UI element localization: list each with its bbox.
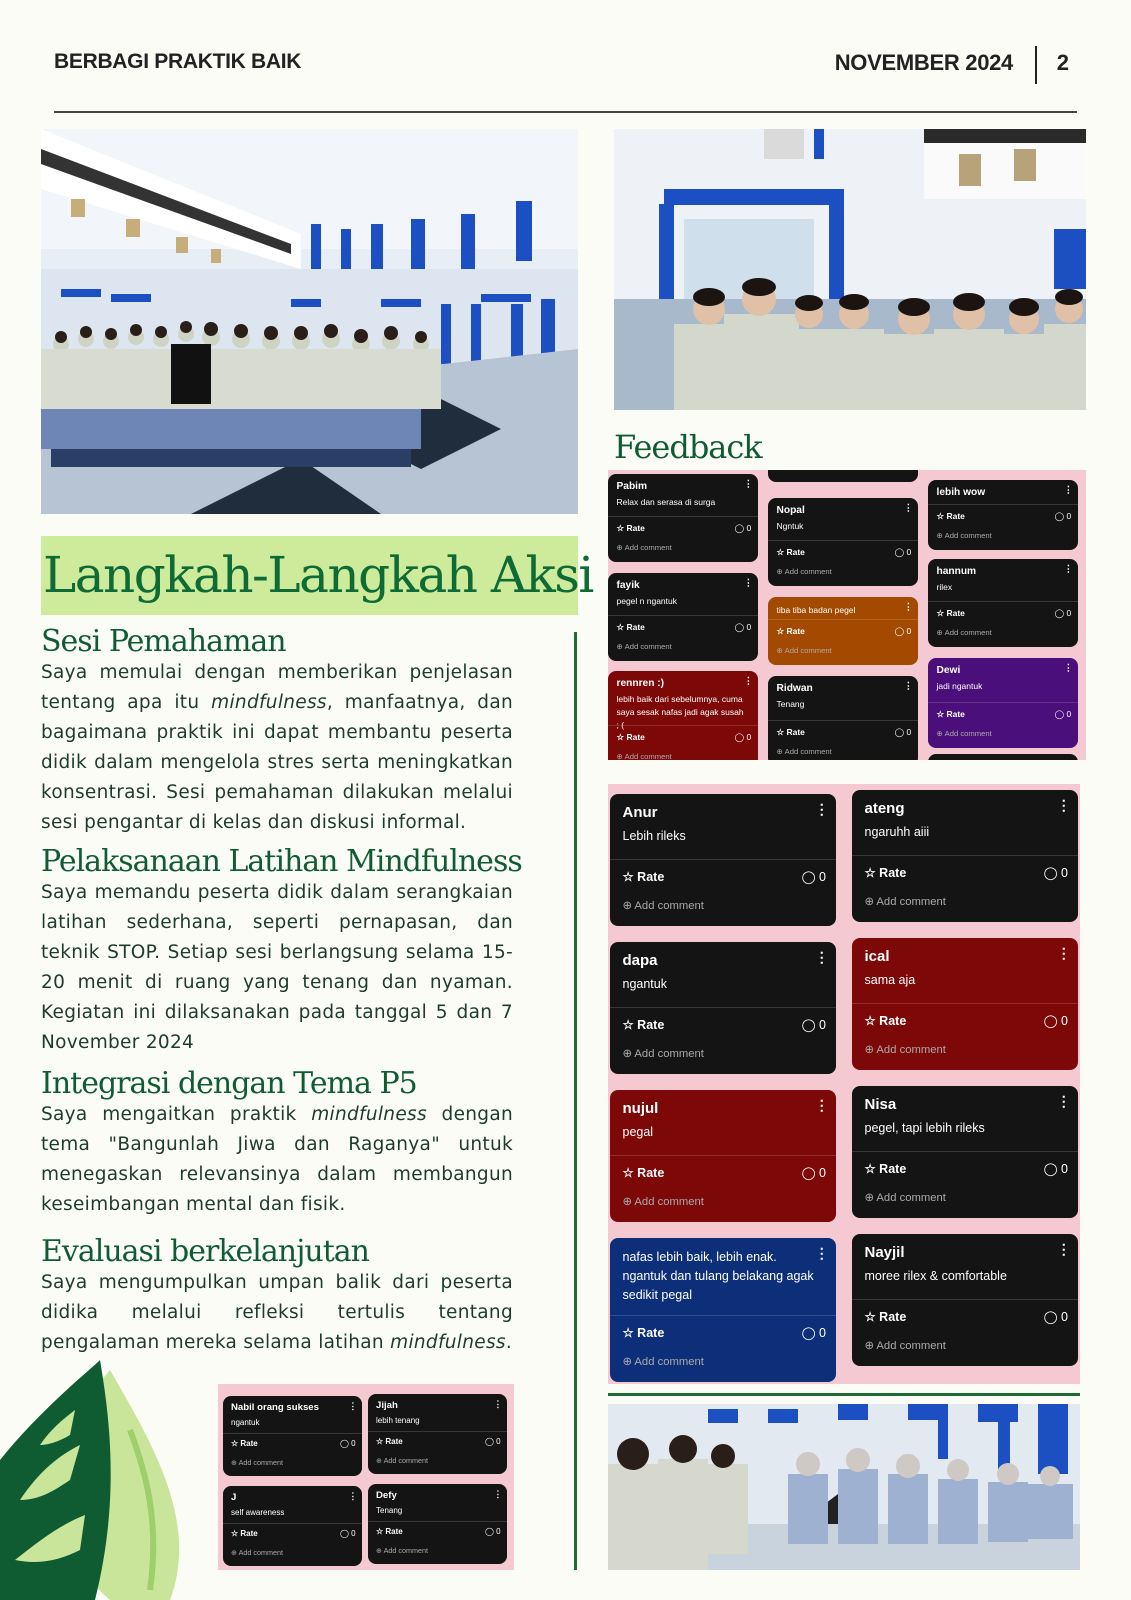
add-comment-button[interactable]: ⊕ Add comment — [622, 1195, 704, 1208]
feedback-card[interactable] — [928, 658, 1078, 748]
card-author: hannum — [936, 565, 977, 577]
rate-button[interactable]: ☆ Rate — [864, 1161, 907, 1176]
add-comment-button[interactable]: ⊕ Add comment — [622, 1355, 704, 1368]
feedback-card[interactable] — [223, 1396, 362, 1476]
card-message: tiba tiba badan pegel — [776, 604, 856, 615]
body-text: dengan tema "Bangunlah Jiwa dan Raganya" untuk menegaskan relevansinya dalam membangun keseimbangan mental dan fisik. — [41, 1104, 513, 1215]
rate-button[interactable]: ☆ Rate — [616, 621, 645, 632]
card-author: lebih wow — [936, 486, 986, 498]
card-divider — [223, 1433, 362, 1434]
card-message: Tenang — [376, 1505, 403, 1515]
comment-count: ◯ 0 — [801, 1017, 826, 1032]
card-divider — [768, 540, 918, 541]
rate-button[interactable]: ☆ Rate — [622, 869, 665, 884]
header-rule — [54, 111, 1077, 113]
add-comment-button[interactable]: ⊕ Add comment — [936, 531, 992, 541]
feedback-card[interactable] — [610, 942, 836, 1074]
card-divider — [852, 1299, 1078, 1300]
add-comment-button[interactable]: ⊕ Add comment — [776, 646, 832, 656]
section-heading-evaluasi: Evaluasi berkelanjutan — [41, 1234, 369, 1269]
add-comment-button[interactable]: ⊕ Add comment — [616, 543, 672, 553]
feedback-card[interactable] — [608, 474, 758, 562]
card-message: pegal — [622, 1124, 654, 1139]
card-message: Tenang — [776, 699, 805, 710]
section-heading-sesi-pemahaman: Sesi Pemahaman — [41, 624, 286, 659]
more-options-icon[interactable]: ⋮ — [903, 503, 913, 514]
rate-button[interactable]: ☆ Rate — [864, 1309, 907, 1324]
more-options-icon[interactable]: ⋮ — [814, 949, 829, 965]
comment-count: ◯ 0 — [734, 522, 752, 533]
header-title: BERBAGI PRAKTIK BAIK — [54, 50, 302, 73]
card-divider — [610, 859, 836, 860]
comment-count: ◯ 0 — [1043, 1161, 1068, 1176]
comment-count: ◯ 0 — [801, 1165, 826, 1180]
body-text: , manfaatnya, dan bagaimana praktik ini dapat membantu peserta didik dalam mengelola stres serta meningkatkan konsentrasi. Sesi pemahaman dilakukan melalui sesi pengantar di kelas dan diskusi informal. — [41, 692, 513, 833]
header-date: NOVEMBER 2024 — [834, 50, 1013, 75]
rate-button[interactable]: ☆ Rate — [622, 1325, 665, 1340]
section-body-evaluasi — [41, 1268, 513, 1358]
card-divider — [928, 702, 1078, 703]
card-message: pegel n ngantuk — [616, 596, 677, 607]
card-divider — [768, 619, 918, 620]
card-author: Nisa — [864, 1096, 897, 1113]
more-options-icon[interactable]: ⋮ — [1056, 945, 1071, 961]
section-heading-integrasi: Integrasi dengan Tema P5 — [41, 1066, 417, 1101]
card-divider — [768, 720, 918, 721]
card-divider — [852, 1151, 1078, 1152]
section-body-integrasi — [41, 1100, 513, 1220]
card-message: rilex — [936, 582, 953, 593]
card-divider — [852, 1003, 1078, 1004]
card-divider — [368, 1521, 507, 1522]
feedback-card[interactable] — [852, 938, 1078, 1070]
card-divider — [928, 601, 1078, 602]
comment-count: ◯ 0 — [801, 869, 826, 884]
more-options-icon[interactable]: ⋮ — [493, 1398, 503, 1409]
feedback-card[interactable] — [610, 1238, 836, 1382]
comment-count: ◯ 0 — [894, 726, 912, 737]
feedback-card[interactable] — [610, 794, 836, 926]
page-header — [54, 46, 1077, 82]
card-fragment — [768, 470, 918, 482]
comment-count: ◯ 0 — [1054, 708, 1072, 719]
card-message: Relax dan serasa di surga — [616, 497, 716, 508]
card-message: ngantuk — [231, 1417, 260, 1427]
rate-button[interactable]: ☆ Rate — [936, 510, 965, 521]
feedback-board-large — [608, 784, 1080, 1384]
add-comment-button[interactable]: ⊕ Add comment — [622, 1047, 704, 1060]
card-divider — [608, 725, 758, 726]
card-author: Nopal — [776, 504, 805, 516]
photo-students-hall-bottom — [608, 1404, 1080, 1570]
more-options-icon[interactable]: ⋮ — [903, 681, 913, 692]
add-comment-button[interactable]: ⊕ Add comment — [376, 1546, 428, 1556]
comment-count: ◯ 0 — [1054, 510, 1072, 521]
section-heading-pelaksanaan: Pelaksanaan Latihan Mindfulness — [41, 844, 522, 879]
more-options-icon[interactable]: ⋮ — [1056, 797, 1071, 813]
body-emphasis: mindfulness — [211, 692, 327, 713]
comment-count: ◯ 0 — [484, 1527, 501, 1537]
photo-students-closeup — [614, 129, 1086, 410]
card-divider — [368, 1431, 507, 1432]
card-fragment — [928, 754, 1078, 760]
card-author: dapa — [622, 952, 658, 969]
comment-count: ◯ 0 — [894, 546, 912, 557]
main-title-band — [41, 536, 593, 615]
card-message: jadi ngantuk — [936, 681, 983, 692]
comment-count: ◯ 0 — [1043, 865, 1068, 880]
card-message: lebih tenang — [376, 1415, 420, 1425]
feedback-card[interactable] — [610, 1090, 836, 1222]
card-divider — [610, 1155, 836, 1156]
comment-count: ◯ 0 — [734, 621, 752, 632]
rate-button[interactable]: ☆ Rate — [776, 546, 805, 557]
feedback-card[interactable] — [852, 790, 1078, 922]
comment-count: ◯ 0 — [1054, 607, 1072, 618]
card-message: pegel, tapi lebih rileks — [864, 1120, 985, 1135]
comment-count: ◯ 0 — [894, 625, 912, 636]
feedback-card[interactable] — [852, 1086, 1078, 1218]
feedback-board-small — [608, 470, 1086, 760]
more-options-icon[interactable]: ⋮ — [903, 602, 913, 613]
feedback-card[interactable] — [768, 676, 918, 760]
rate-button[interactable]: ☆ Rate — [622, 1165, 665, 1180]
feedback-card[interactable] — [928, 480, 1078, 550]
card-author: nujul — [622, 1100, 659, 1117]
rate-button[interactable]: ☆ Rate — [376, 1437, 403, 1447]
card-author: Defy — [376, 1490, 397, 1502]
card-divider — [608, 615, 758, 616]
rate-button[interactable]: ☆ Rate — [864, 1013, 907, 1028]
feedback-heading: Feedback — [614, 428, 762, 466]
add-comment-button[interactable]: ⊕ Add comment — [864, 1191, 946, 1204]
more-options-icon[interactable]: ⋮ — [348, 1400, 358, 1411]
card-author: Pabim — [616, 480, 648, 492]
more-options-icon[interactable]: ⋮ — [814, 1245, 829, 1261]
more-options-icon[interactable]: ⋮ — [814, 801, 829, 817]
more-options-icon[interactable]: ⋮ — [814, 1097, 829, 1113]
card-message: Ngntuk — [776, 521, 804, 532]
add-comment-button[interactable]: ⊕ Add comment — [231, 1548, 283, 1558]
card-message: self awareness — [231, 1507, 285, 1517]
rate-button[interactable]: ☆ Rate — [376, 1527, 403, 1537]
card-author: Ridwan — [776, 682, 813, 694]
rate-button[interactable]: ☆ Rate — [776, 625, 805, 636]
page-number: 2 — [1056, 50, 1069, 75]
card-message: ngantuk — [622, 976, 667, 991]
card-message: lebih baik dari sebelumnya, cuma saya sesak nafas jadi agak susah ; ( — [616, 694, 744, 730]
card-author: Nayjil — [864, 1244, 905, 1261]
feedback-card[interactable] — [223, 1486, 362, 1566]
more-options-icon[interactable]: ⋮ — [743, 676, 753, 687]
body-emphasis: mindfulness — [390, 1332, 506, 1353]
feedback-card[interactable] — [608, 573, 758, 661]
section-body-sesi-pemahaman — [41, 658, 513, 838]
add-comment-button[interactable]: ⊕ Add comment — [864, 895, 946, 908]
add-comment-button[interactable]: ⊕ Add comment — [376, 1456, 428, 1466]
card-divider — [928, 504, 1078, 505]
feedback-board-bottom — [218, 1384, 514, 1570]
card-message: moree rilex & comfortable — [864, 1268, 1007, 1283]
section-body-pelaksanaan — [41, 878, 513, 1058]
card-message: ngaruhh aiii — [864, 824, 930, 839]
feedback-card[interactable] — [368, 1394, 507, 1474]
card-author: Anur — [622, 804, 658, 821]
column-divider — [574, 632, 577, 1570]
body-text: Saya memandu peserta didik dalam serangkaian latihan sederhana, seperti pernapasan, dan teknik STOP. Setiap sesi berlangsung selama 15-20 menit di ruang yang tenang dan nyaman. Kegiatan ini dilaksanakan pada tanggal 5 dan 7 November 2024 — [41, 882, 513, 1053]
comment-count: ◯ 0 — [484, 1437, 501, 1447]
card-author: ical — [864, 948, 890, 965]
body-text: Saya memulai dengan memberikan penjelasan tentang apa itu — [41, 662, 513, 713]
add-comment-button[interactable]: ⊕ Add comment — [616, 642, 672, 652]
more-options-icon[interactable]: ⋮ — [1063, 485, 1073, 496]
card-message: nafas lebih baik, lebih enak. ngantuk dan tulang belakang agak sedikit pegal — [622, 1250, 814, 1302]
photo-hall-students — [41, 129, 578, 514]
card-author: Nabil orang sukses — [231, 1402, 319, 1414]
rate-button[interactable]: ☆ Rate — [936, 607, 965, 618]
card-author: fayik — [616, 579, 640, 591]
card-divider — [608, 516, 758, 517]
add-comment-button[interactable]: ⊕ Add comment — [776, 567, 832, 577]
rate-button[interactable]: ☆ Rate — [616, 522, 645, 533]
feedback-card[interactable] — [768, 498, 918, 586]
comment-count: ◯ 0 — [339, 1529, 356, 1539]
card-author: Dewi — [936, 664, 961, 676]
add-comment-button[interactable]: ⊕ Add comment — [616, 752, 672, 760]
card-author: ateng — [864, 800, 905, 817]
add-comment-button[interactable]: ⊕ Add comment — [622, 899, 704, 912]
rate-button[interactable]: ☆ Rate — [616, 731, 645, 742]
card-divider — [610, 1315, 836, 1316]
rate-button[interactable]: ☆ Rate — [864, 865, 907, 880]
card-divider — [610, 1007, 836, 1008]
more-options-icon[interactable]: ⋮ — [1056, 1241, 1071, 1257]
board-divider — [608, 1393, 1080, 1396]
feedback-card[interactable] — [608, 671, 758, 760]
feedback-card[interactable] — [928, 559, 1078, 647]
rate-button[interactable]: ☆ Rate — [231, 1439, 258, 1449]
card-author: J — [231, 1492, 237, 1504]
add-comment-button[interactable]: ⊕ Add comment — [864, 1043, 946, 1056]
feedback-card[interactable] — [368, 1484, 507, 1564]
feedback-card[interactable] — [852, 1234, 1078, 1366]
decorative-leaf-icon — [0, 1350, 210, 1600]
add-comment-button[interactable]: ⊕ Add comment — [864, 1339, 946, 1352]
more-options-icon[interactable]: ⋮ — [493, 1488, 503, 1499]
card-divider — [223, 1523, 362, 1524]
more-options-icon[interactable]: ⋮ — [1063, 564, 1073, 575]
main-title: Langkah-Langkah Aksi — [43, 546, 593, 604]
body-emphasis: mindfulness — [311, 1104, 427, 1125]
more-options-icon[interactable]: ⋮ — [348, 1490, 358, 1501]
card-message: Lebih rileks — [622, 828, 686, 843]
comment-count: ◯ 0 — [1043, 1013, 1068, 1028]
feedback-card[interactable] — [768, 597, 918, 665]
comment-count: ◯ 0 — [734, 731, 752, 742]
more-options-icon[interactable]: ⋮ — [743, 479, 753, 490]
body-text: . — [505, 1332, 513, 1353]
add-comment-button[interactable]: ⊕ Add comment — [936, 628, 992, 638]
comment-count: ◯ 0 — [339, 1439, 356, 1449]
card-author: Jijah — [376, 1400, 398, 1412]
body-text: Saya mengumpulkan umpan balik dari peserta didika melalui refleksi tertulis tentang pengalaman mereka selama latihan — [41, 1272, 513, 1353]
comment-count: ◯ 0 — [1043, 1309, 1068, 1324]
more-options-icon[interactable]: ⋮ — [1063, 663, 1073, 674]
rate-button[interactable]: ☆ Rate — [776, 726, 805, 737]
add-comment-button[interactable]: ⊕ Add comment — [776, 747, 832, 757]
rate-button[interactable]: ☆ Rate — [936, 708, 965, 719]
card-author: rennren :) — [616, 677, 665, 689]
add-comment-button[interactable]: ⊕ Add comment — [936, 729, 992, 739]
header-divider — [1035, 46, 1037, 84]
more-options-icon[interactable]: ⋮ — [743, 578, 753, 589]
rate-button[interactable]: ☆ Rate — [231, 1529, 258, 1539]
body-text: Saya mengaitkan praktik — [41, 1104, 312, 1125]
comment-count: ◯ 0 — [801, 1325, 826, 1340]
more-options-icon[interactable]: ⋮ — [1056, 1093, 1071, 1109]
add-comment-button[interactable]: ⊕ Add comment — [231, 1458, 283, 1468]
card-message: sama aja — [864, 972, 916, 987]
card-divider — [852, 855, 1078, 856]
rate-button[interactable]: ☆ Rate — [622, 1017, 665, 1032]
